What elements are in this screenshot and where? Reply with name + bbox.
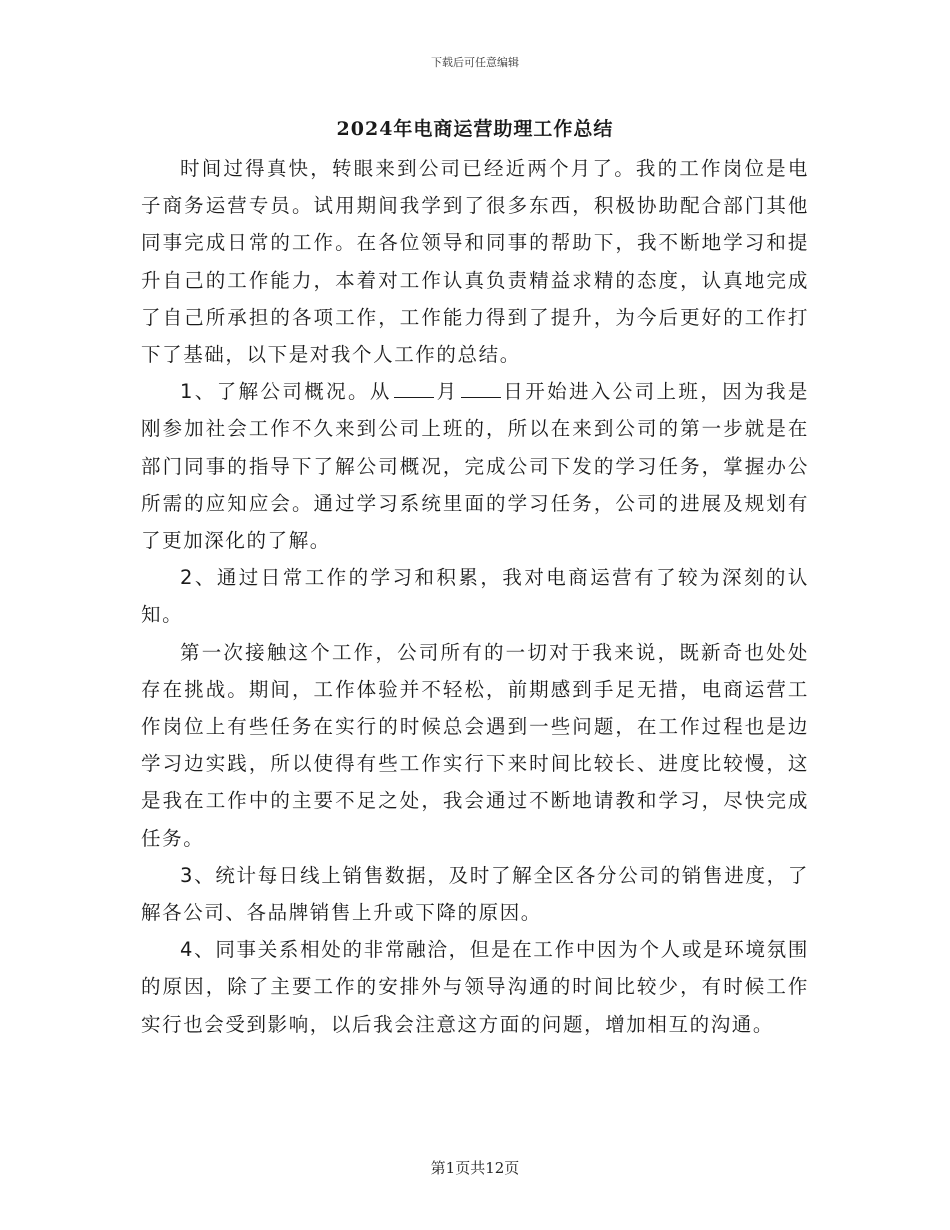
paragraph-3-sales-data: 3、统计每日线上销售数据，及时了解全区各分公司的销售进度，了解各公司、各品牌销售上升或下降的原因。 xyxy=(141,863,809,925)
document-body xyxy=(141,150,809,1043)
header-note: 下载后可任意编辑 xyxy=(431,56,519,69)
paragraph-1-text-a: 1、了解公司概况。从 xyxy=(180,380,392,404)
paragraph-first-contact: 第一次接触这个工作，公司所有的一切对于我来说，既新奇也处处存在挑战。期间，工作体验并不轻松，前期感到手足无措，电商运营工作岗位上有些任务在实行的时候总会遇到一些问题，在工作过程也是边学习边实践，所以使得有些工作实行下来时间比较长、进度比较慢，这是我在工作中的主要不足之处，我会通过不断地请教和学习，尽快完成任务。 xyxy=(141,640,809,850)
blank-day xyxy=(461,379,501,398)
paragraph-1-company-overview xyxy=(141,373,809,559)
paragraph-intro: 时间过得真快，转眼来到公司已经近两个月了。我的工作岗位是电子商务运营专员。试用期间我学到了很多东西，积极协助配合部门其他同事完成日常的工作。在各位领导和同事的帮助下，我不断地学习和提升自己的工作能力，本着对工作认真负责精益求精的态度，认真地完成了自己所承担的各项工作，工作能力得到了提升，为今后更好的工作打下了基础，以下是对我个人工作的总结。 xyxy=(141,157,809,367)
paragraph-4-colleagues: 4、同事关系相处的非常融洽，但是在工作中因为个人或是环境氛围的原因，除了主要工作的安排外与领导沟通的时间比较少，有时候工作实行也会受到影响，以后我会注意这方面的问题，增加相互的沟通。 xyxy=(141,938,809,1036)
paragraph-1-text-c: 日开始进入公司上班，因为我是刚参加社会工作不久来到公司上班的，所以在来到公司的第一步就是在部门同事的指导下了解公司概况，完成公司下发的学习任务，掌握办公所需的应知应会。通过学习系统里面的学习任务，公司的进展及规划有了更加深化的了解。 xyxy=(141,380,809,553)
paragraph-2-learning: 2、通过日常工作的学习和积累，我对电商运营有了较为深刻的认知。 xyxy=(141,566,809,627)
document-title: 2024年电商运营助理工作总结 xyxy=(336,118,614,140)
page-footer: 第1页共12页 xyxy=(430,1159,520,1177)
blank-month xyxy=(394,379,434,398)
paragraph-1-text-b: 月 xyxy=(435,380,459,404)
